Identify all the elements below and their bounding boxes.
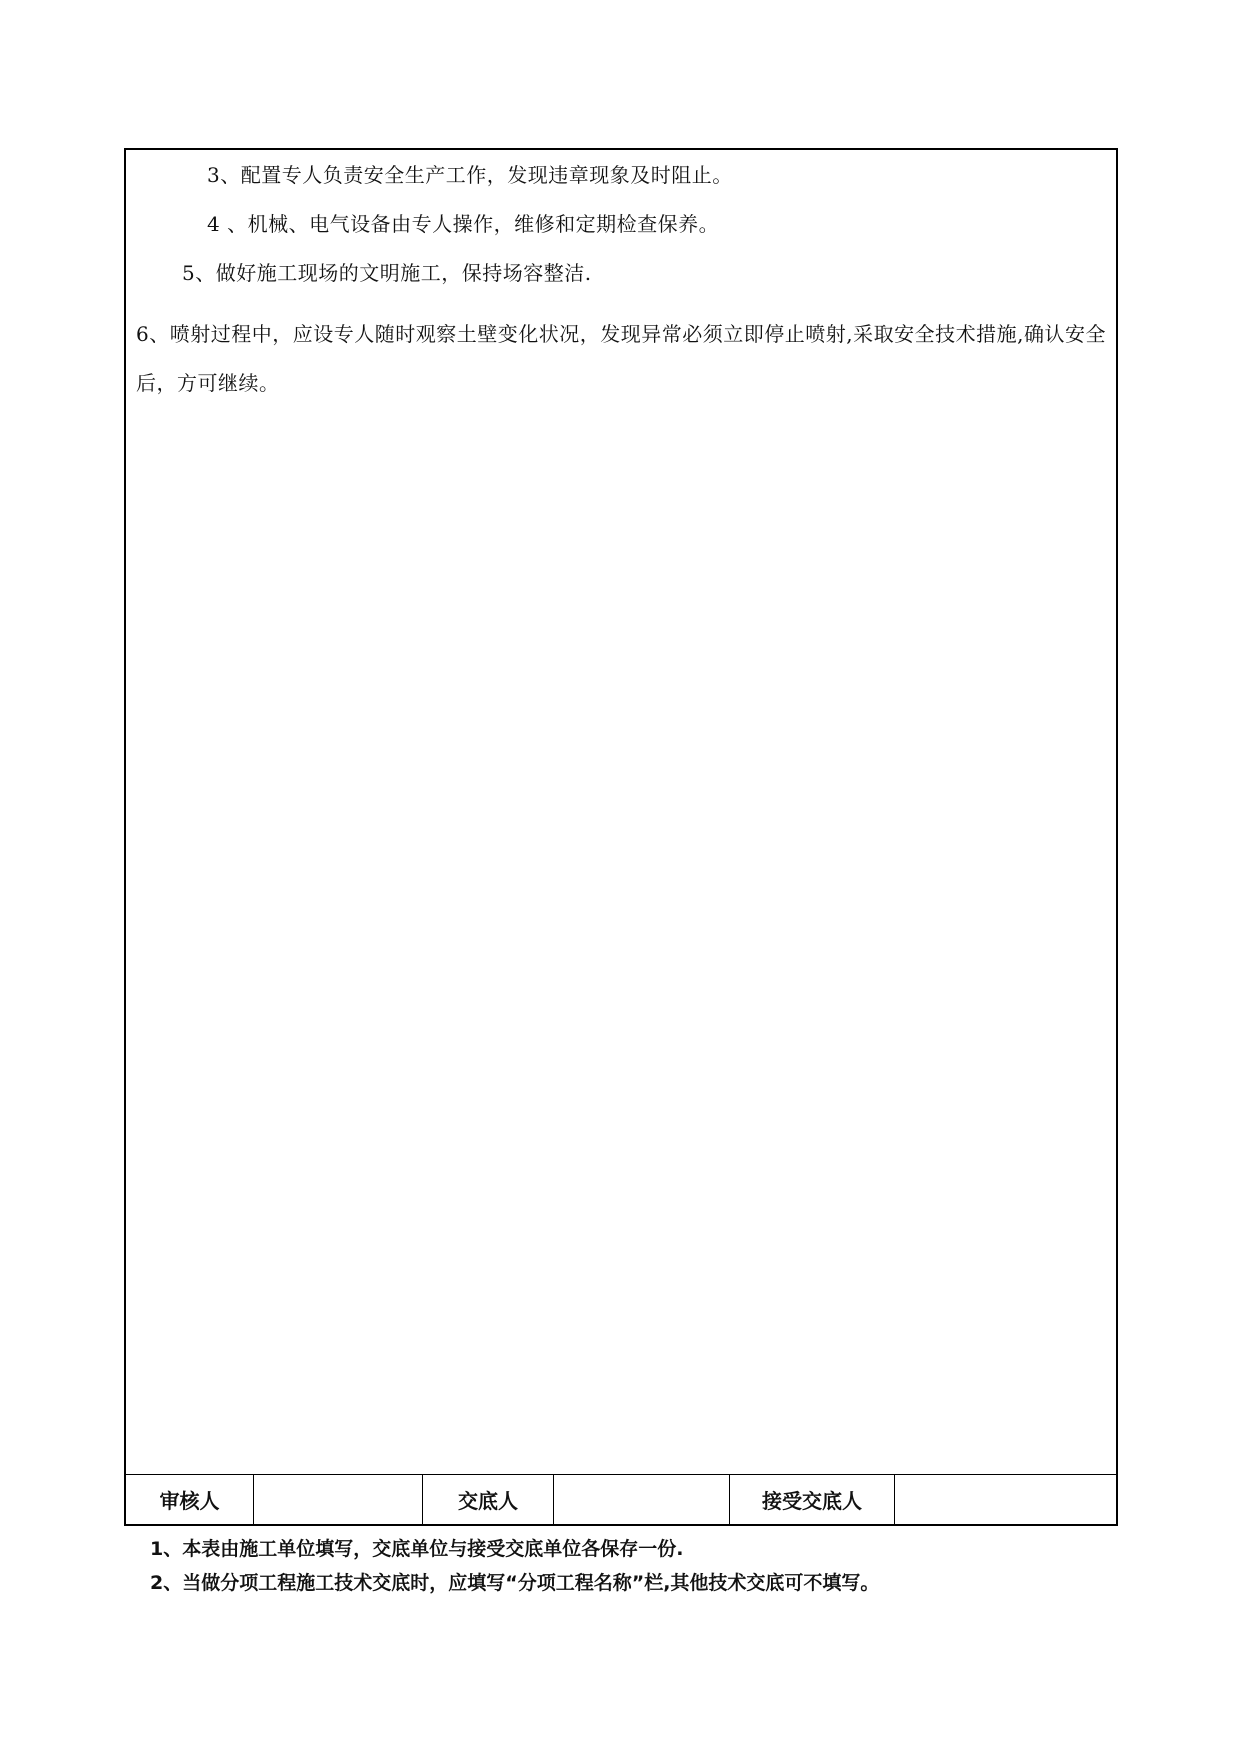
receiver-field[interactable] [895,1474,1116,1524]
footnotes [150,1532,879,1600]
receiver-label: 接受交底人 [730,1474,895,1524]
reviewer-label: 审核人 [126,1474,254,1524]
disclosure-form-table [124,148,1118,1526]
presenter-field[interactable] [554,1474,730,1524]
presenter-label: 交底人 [423,1474,554,1524]
content-item-6: 6、喷射过程中，应设专人随时观察土壁变化状况，发现异常必须立即停止喷射,采取安全技术措施,确认安全后，方可继续。 [136,322,1106,395]
content-item-3: 3、配置专人负责安全生产工作，发现违章现象及时阻止。 [207,163,733,187]
footnote-1: 1、本表由施工单位填写，交底单位与接受交底单位各保存一份. [150,1538,684,1560]
content-cell [126,150,1116,1475]
reviewer-field[interactable] [254,1474,423,1524]
content-item-5: 5、做好施工现场的文明施工，保持场容整洁. [182,261,592,285]
footnote-2: 2、当做分项工程施工技术交底时，应填写“分项工程名称”栏,其他技术交底可不填写。 [150,1572,880,1594]
signature-row [126,1474,1116,1524]
content-item-4: 4 、机械、电气设备由专人操作，维修和定期检查保养。 [207,212,720,236]
